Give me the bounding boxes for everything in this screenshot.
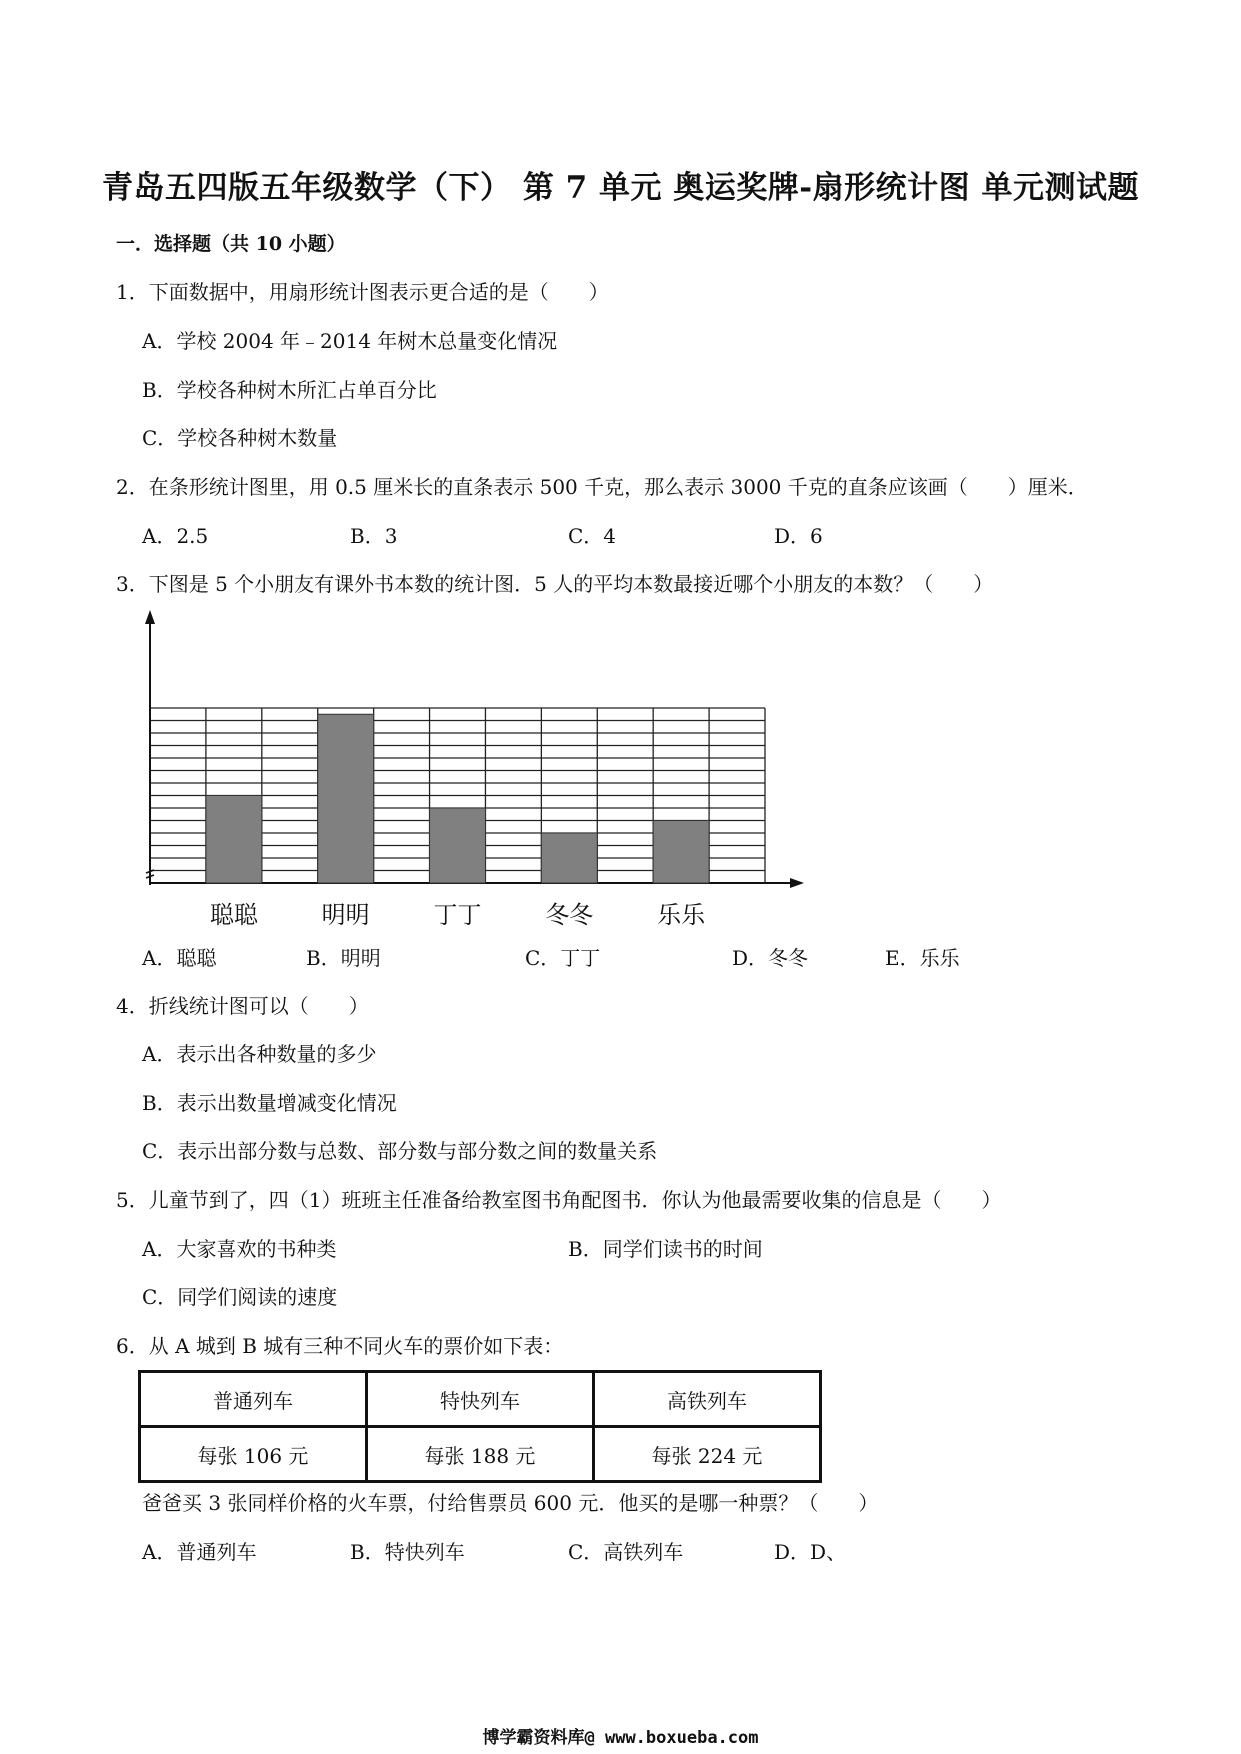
question-6-option-d: D．D、: [774, 1540, 847, 1564]
question-4-option-b: B．表示出数量增减变化情况: [142, 1091, 397, 1115]
bar-明明: [318, 714, 374, 883]
question-6-option-c: C．高铁列车: [568, 1540, 684, 1564]
question-2-option-b: B．3: [350, 524, 398, 548]
question-3-option-e: E．乐乐: [885, 946, 960, 970]
question-3-option-b: B．明明: [306, 946, 381, 970]
category-label: 乐乐: [657, 901, 706, 929]
page-title: 青岛五四版五年级数学（下） 第 7 单元 奥运奖牌-扇形统计图 单元测试题: [102, 170, 1139, 206]
question-6-followup: 爸爸买 3 张同样价格的火车票，付给售票员 600 元．他买的是哪一种票？（ ）: [142, 1491, 879, 1515]
question-6-option-b: B．特快列车: [350, 1540, 465, 1564]
question-5-option-a: A．大家喜欢的书种类: [142, 1237, 337, 1261]
fare-table-cell: 每张 224 元: [594, 1427, 821, 1482]
question-4-option-a: A．表示出各种数量的多少: [142, 1042, 377, 1066]
question-5-option-b: B．同学们读书的时间: [568, 1237, 763, 1261]
question-2-option-a: A．2.5: [142, 524, 209, 548]
question-2-option-d: D．6: [774, 524, 823, 548]
fare-table-header-cell: 特快列车: [367, 1372, 594, 1427]
fare-table-header-row: [140, 1372, 821, 1427]
question-3-option-a: A．聪聪: [142, 946, 217, 970]
bar-chart: [130, 610, 810, 940]
question-5-stem: 5．儿童节到了，四（1）班班主任准备给教室图书角配图书．你认为他最需要收集的信息是（ ）: [116, 1188, 1002, 1212]
x-axis-arrow: [790, 878, 804, 888]
bar-聪聪: [206, 796, 262, 884]
question-4-option-c: C．表示出部分数与总数、部分数与部分数之间的数量关系: [142, 1139, 658, 1163]
bar-乐乐: [653, 821, 709, 884]
question-6-option-a: A．普通列车: [142, 1540, 257, 1564]
footer-watermark: 博学霸资料库@ www.boxueba.com: [482, 1728, 759, 1748]
question-1-option-a: A．学校 2004 年﹣2014 年树木总量变化情况: [142, 329, 558, 353]
fare-table-cell: 每张 188 元: [367, 1427, 594, 1482]
category-label: 冬冬: [545, 901, 594, 929]
bar-丁丁: [430, 808, 486, 883]
fare-table-header-cell: 普通列车: [140, 1372, 367, 1427]
category-label: 丁丁: [433, 901, 482, 929]
category-label: 明明: [321, 901, 370, 929]
question-3-stem: 3．下图是 5 个小朋友有课外书本数的统计图．5 人的平均本数最接近哪个小朋友的本数？（ ）: [116, 572, 994, 596]
question-1-option-c: C．学校各种树木数量: [142, 426, 338, 450]
question-2-option-c: C．4: [568, 524, 617, 548]
fare-table-cell: 每张 106 元: [140, 1427, 367, 1482]
fare-table-header-cell: 高铁列车: [594, 1372, 821, 1427]
y-axis-arrow: [145, 610, 155, 624]
question-1-option-b: B．学校各种树木所汇占单百分比: [142, 378, 437, 402]
question-3-option-c: C．丁丁: [525, 946, 601, 970]
fare-table-row: [140, 1427, 821, 1482]
bar-冬冬: [541, 833, 597, 883]
category-label: 聪聪: [209, 901, 258, 929]
fare-table: [138, 1370, 822, 1483]
question-6-stem: 6．从 A 城到 B 城有三种不同火车的票价如下表：: [116, 1334, 564, 1358]
question-2-stem: 2．在条形统计图里，用 0.5 厘米长的直条表示 500 千克，那么表示 3000 千克的直条应该画（ ）厘米．: [116, 475, 1088, 499]
question-5-option-c: C．同学们阅读的速度: [142, 1285, 338, 1309]
question-3-option-d: D．冬冬: [732, 946, 809, 970]
question-1-stem: 1．下面数据中，用扇形统计图表示更合适的是（ ）: [116, 280, 609, 304]
question-4-stem: 4．折线统计图可以（ ）: [116, 994, 369, 1018]
section-heading: 一．选择题（共 10 小题）: [116, 233, 346, 255]
